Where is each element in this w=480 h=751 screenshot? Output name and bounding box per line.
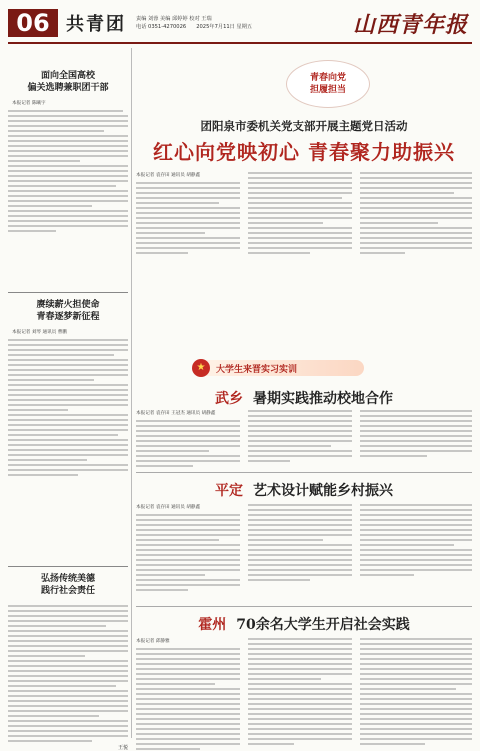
- lead-byline: 本报记者 袁存田 通讯员 胡静鑫: [136, 173, 201, 178]
- lead-body-col-1: [136, 182, 240, 254]
- lead-body-col-2: [248, 172, 352, 254]
- story-body: [8, 339, 128, 476]
- story-body: [8, 605, 128, 742]
- story-byline: 本报记者 刘琴 通讯员 曹鹏: [12, 330, 67, 335]
- left-column: [8, 48, 128, 751]
- story-heading-huozhou: 霍州 70余名大学生开启社会实践: [198, 617, 410, 633]
- editor-line: 责编 刘蓉 美编 邱婷婷 校对 王瑞: [136, 16, 212, 22]
- story-byline: 本报记者 袁存田 通讯员 胡静鑫: [136, 505, 201, 510]
- story-heading-wuxiang: 武乡 暑期实践推动校地合作: [215, 391, 393, 407]
- story-headline: 弘扬传统美德 践行社会责任: [40, 574, 95, 596]
- story-body: [136, 420, 240, 467]
- section-banner: ★ 大学生来晋实习实训: [194, 360, 364, 376]
- story-byline: 本报记者 邱静雅: [136, 639, 170, 644]
- flag-icon: ★: [192, 359, 210, 377]
- story-divider: [136, 472, 472, 473]
- story-body: [360, 638, 472, 745]
- newspaper-logo: 山西青年报: [352, 12, 468, 38]
- masthead-meta: [136, 15, 252, 31]
- column-divider: [131, 48, 132, 738]
- story-body: [248, 504, 352, 581]
- story-body: [248, 410, 352, 462]
- date-line: 2025年7月11日 星期五: [196, 24, 253, 30]
- story-divider: [136, 606, 472, 607]
- story-byline: 本报记者 陈曦宇: [12, 101, 46, 106]
- story-byline: 本报记者 袁存田 王冠杰 通讯员 胡静鑫: [136, 411, 216, 416]
- left-story-3: [8, 558, 128, 751]
- story-body: [136, 648, 240, 750]
- left-story-1: [8, 70, 128, 232]
- page-number: 06: [8, 9, 58, 37]
- story-body: [136, 514, 240, 591]
- story-headline: 面向全国高校 偏关选聘兼职团干部: [27, 71, 109, 93]
- lead-headline: 红心向党映初心 青春聚力助振兴: [153, 140, 455, 164]
- story-body: [360, 504, 472, 576]
- story-body: [360, 410, 472, 457]
- masthead: [8, 6, 472, 40]
- story-headline: 赓续薪火担使命 青春逐梦新征程: [36, 300, 100, 322]
- kicker-badge: 青春向党 担履担当: [286, 60, 372, 110]
- story-body: [248, 638, 352, 745]
- left-story-2: [8, 284, 128, 476]
- story-signature: 王悦: [117, 744, 128, 751]
- main-area: [136, 48, 472, 738]
- story-body: [8, 110, 128, 232]
- lead-body-col-3: [360, 172, 472, 254]
- column-title: 共青团: [66, 14, 126, 35]
- masthead-rule: [8, 42, 472, 44]
- lead-deck: 团阳泉市委机关党支部开展主题党日活动: [200, 119, 408, 133]
- story-heading-pingding: 平定 艺术设计赋能乡村振兴: [215, 483, 393, 499]
- phone-line: 电话 0351-4270026: [136, 24, 187, 30]
